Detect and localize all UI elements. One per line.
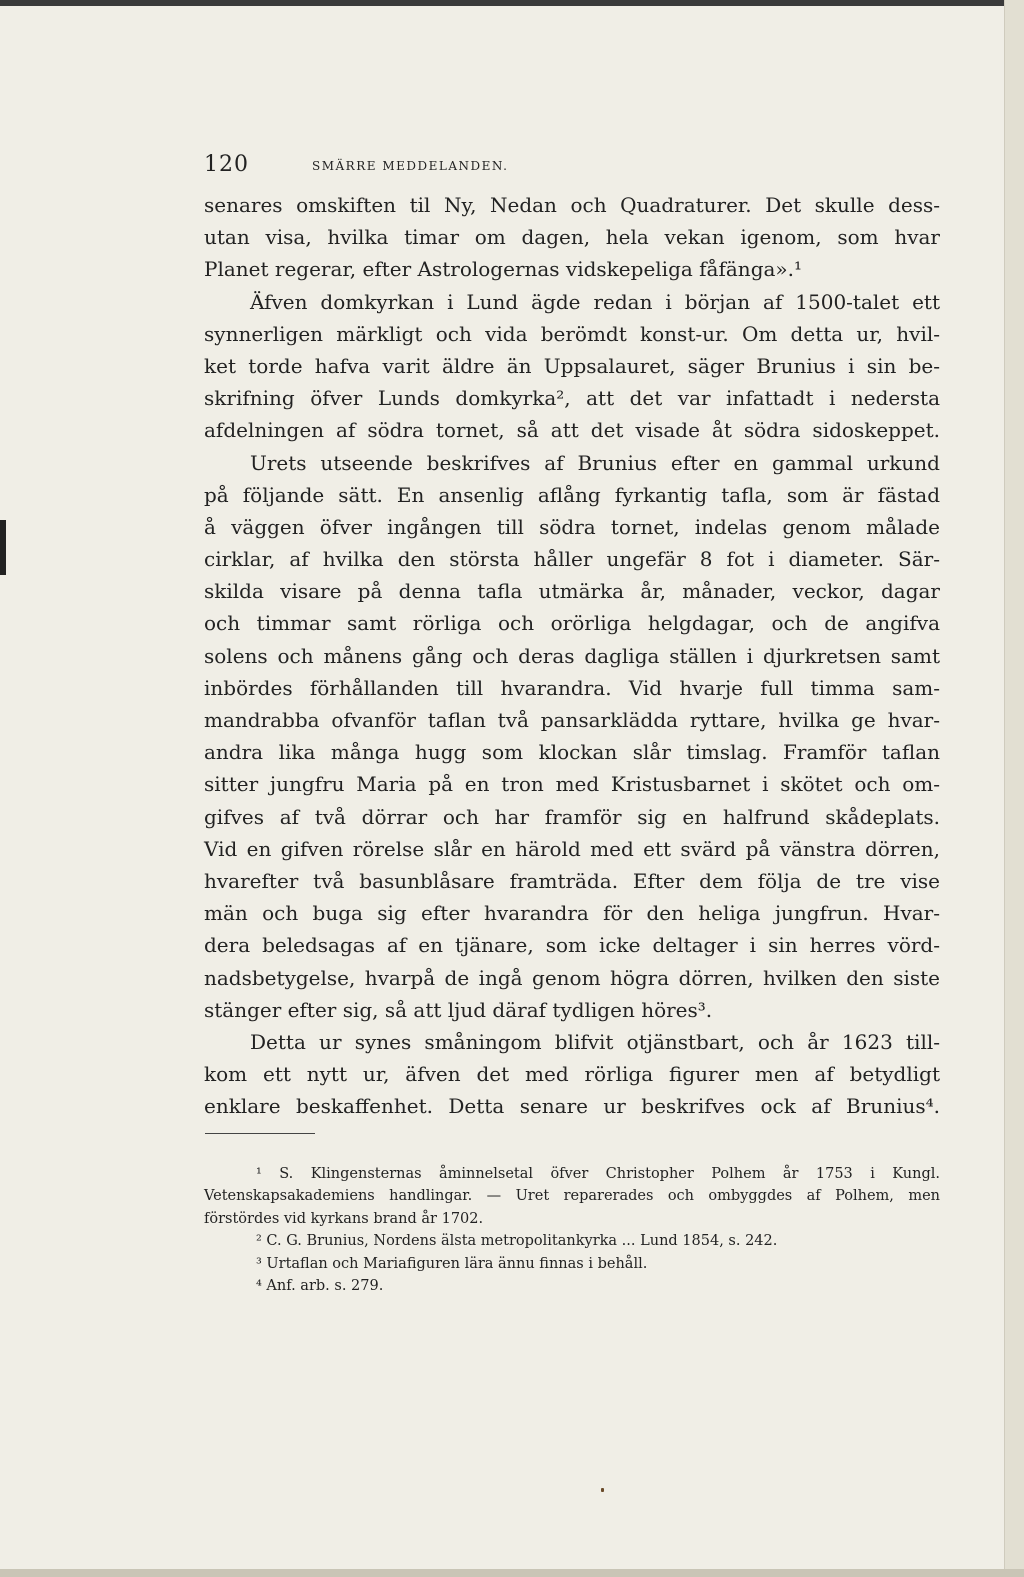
text-line: dera beledsagas af en tjänare, som icke deltager i sin herres vörd- xyxy=(204,933,940,958)
text-line: sitter jungfru Maria på en tron med Kristusbarnet i skötet och om- xyxy=(204,772,940,797)
text-line: Vid en gifven rörelse slår en härold med ett svärd på vänstra dörren, xyxy=(204,836,940,861)
text-line: solens och månens gång och deras dagliga ställen i djurkretsen samt xyxy=(204,643,940,668)
main-text xyxy=(204,189,940,1122)
text-line: å väggen öfver ingången till södra tornet, indelas genom målade xyxy=(204,514,940,539)
text-line: andra lika många hugg som klockan slår timslag. Framför taflan xyxy=(204,740,940,765)
running-title: SMÄRRE MEDDELANDEN. xyxy=(312,159,509,173)
text-line: stänger efter sig, så att ljud däraf tydligen höres³. xyxy=(204,997,713,1022)
text-line: nadsbetygelse, hvarpå de ingå genom högra dörren, hvilken den siste xyxy=(204,965,940,990)
margin-mark xyxy=(0,520,6,575)
footnote-line: ² C. G. Brunius, Nordens älsta metropolitankyrka ... Lund 1854, s. 242. xyxy=(256,1233,778,1250)
text-line: kom ett nytt ur, äfven det med rörliga figurer men af betydligt xyxy=(204,1062,940,1087)
text-line: enklare beskaffenhet. Detta senare ur beskrifves ock af Brunius⁴. xyxy=(204,1094,940,1119)
text-line: på följande sätt. En ansenlig aflång fyrkantig tafla, som är fästad xyxy=(204,482,940,507)
footnote-line: Vetenskapsakademiens handlingar. — Uret reparerades och ombyggdes af Polhem, men xyxy=(204,1188,940,1205)
text-line: gifves af två dörrar och har framför sig en halfrund skådeplats. xyxy=(204,804,940,829)
text-line: Planet regerar, efter Astrologernas vidskepeliga fåfänga».¹ xyxy=(204,257,803,282)
footnotes xyxy=(204,1163,940,1297)
footnote-line: förstördes vid kyrkans brand år 1702. xyxy=(204,1210,484,1227)
text-line: mandrabba ofvanför taflan två pansarklädda ryttare, hvilka ge hvar- xyxy=(204,708,940,732)
text-line: inbördes förhållanden till hvarandra. Vid hvarje full timma sam- xyxy=(204,675,940,700)
text-line: skrifning öfver Lunds domkyrka², att det var infattadt i nedersta xyxy=(204,386,940,411)
footnote-line: ¹ S. Klingensternas åminnelsetal öfver Christopher Polhem år 1753 i Kungl. xyxy=(256,1166,940,1182)
text-line: cirklar, af hvilka den största håller ungefär 8 fot i diameter. Sär- xyxy=(204,547,940,572)
scan-top-edge xyxy=(0,0,1024,6)
text-line: senares omskiften til Ny, Nedan och Quadraturer. Det skulle dess- xyxy=(204,193,940,217)
text-line: ket torde hafva varit äldre än Uppsalauret, säger Brunius i sin be- xyxy=(204,353,940,378)
text-line: Äfven domkyrkan i Lund ägde redan i början af 1500-talet ett xyxy=(250,289,940,314)
page-number: 120 xyxy=(204,152,249,177)
text-line: Urets utseende beskrifves af Brunius efter en gammal urkund xyxy=(250,450,940,475)
text-line: skilda visare på denna tafla utmärka år, månader, veckor, dagar xyxy=(204,579,940,604)
ink-speck xyxy=(601,1488,604,1492)
running-head xyxy=(204,152,944,182)
page-right-edge xyxy=(1004,0,1024,1577)
footnote-rule xyxy=(205,1133,315,1134)
footnote-line: ⁴ Anf. arb. s. 279. xyxy=(256,1278,384,1295)
text-line: hvarefter två basunblåsare framträda. Efter dem följa de tre vise xyxy=(204,868,940,893)
text-line: män och buga sig efter hvarandra för den heliga jungfrun. Hvar- xyxy=(204,901,940,926)
footnote-line: ³ Urtaflan och Mariafiguren lära ännu finnas i behåll. xyxy=(256,1255,648,1272)
text-line: utan visa, hvilka timar om dagen, hela vekan igenom, som hvar xyxy=(204,225,940,250)
text-line: afdelningen af södra tornet, så att det visade åt södra sidoskeppet. xyxy=(204,418,940,443)
text-line: och timmar samt rörliga och orörliga helgdagar, och de angifva xyxy=(204,611,940,636)
text-line: synnerligen märkligt och vida berömdt konst-ur. Om detta ur, hvil- xyxy=(204,321,940,346)
scan-bottom-edge xyxy=(0,1569,1024,1577)
text-line: Detta ur synes småningom blifvit otjänstbart, och år 1623 till- xyxy=(250,1029,940,1054)
